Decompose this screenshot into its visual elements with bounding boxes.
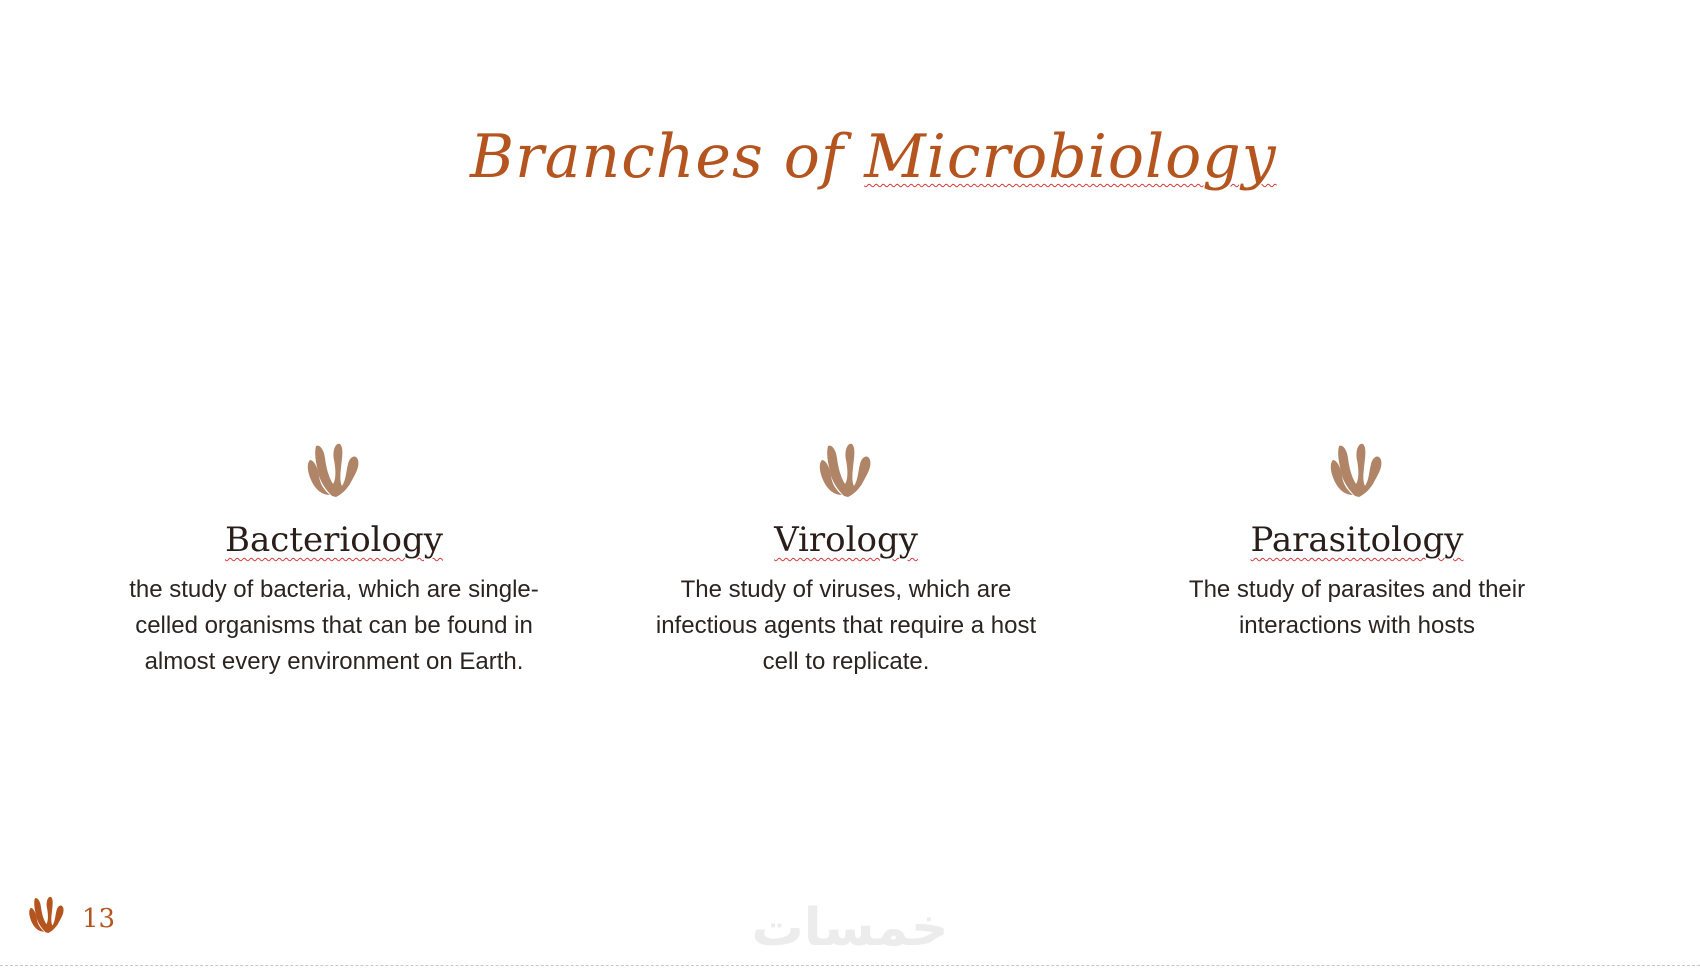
branch-card-parasitology [1137, 440, 1577, 644]
page-bottom-divider [0, 965, 1700, 966]
branch-heading[interactable]: Virology [774, 520, 918, 560]
branch-description[interactable]: The study of viruses, which are infectious agents that require a host cell to replicate. [655, 576, 1037, 675]
leaf-sprig-icon [1329, 440, 1385, 498]
branch-card-virology [626, 440, 1066, 680]
leaf-sprig-icon [818, 440, 874, 498]
branch-description[interactable]: The study of parasites and their interactions with hosts [1188, 576, 1526, 639]
branch-heading[interactable]: Parasitology [1250, 520, 1464, 560]
leaf-sprig-icon [306, 440, 362, 498]
title-text-end: Microbiology [864, 122, 1277, 192]
branch-heading[interactable]: Bacteriology [225, 520, 443, 560]
page-number: 13 [82, 904, 116, 934]
watermark: خمسات [751, 898, 949, 958]
footer-leaf-icon [28, 894, 66, 934]
slide-title[interactable] [470, 112, 1277, 202]
title-text-start: Branches of [470, 122, 845, 192]
branch-card-bacteriology [114, 440, 554, 680]
branch-description[interactable]: the study of bacteria, which are single-celled organisms that can be found in almost every environment on Earth. [129, 576, 539, 675]
